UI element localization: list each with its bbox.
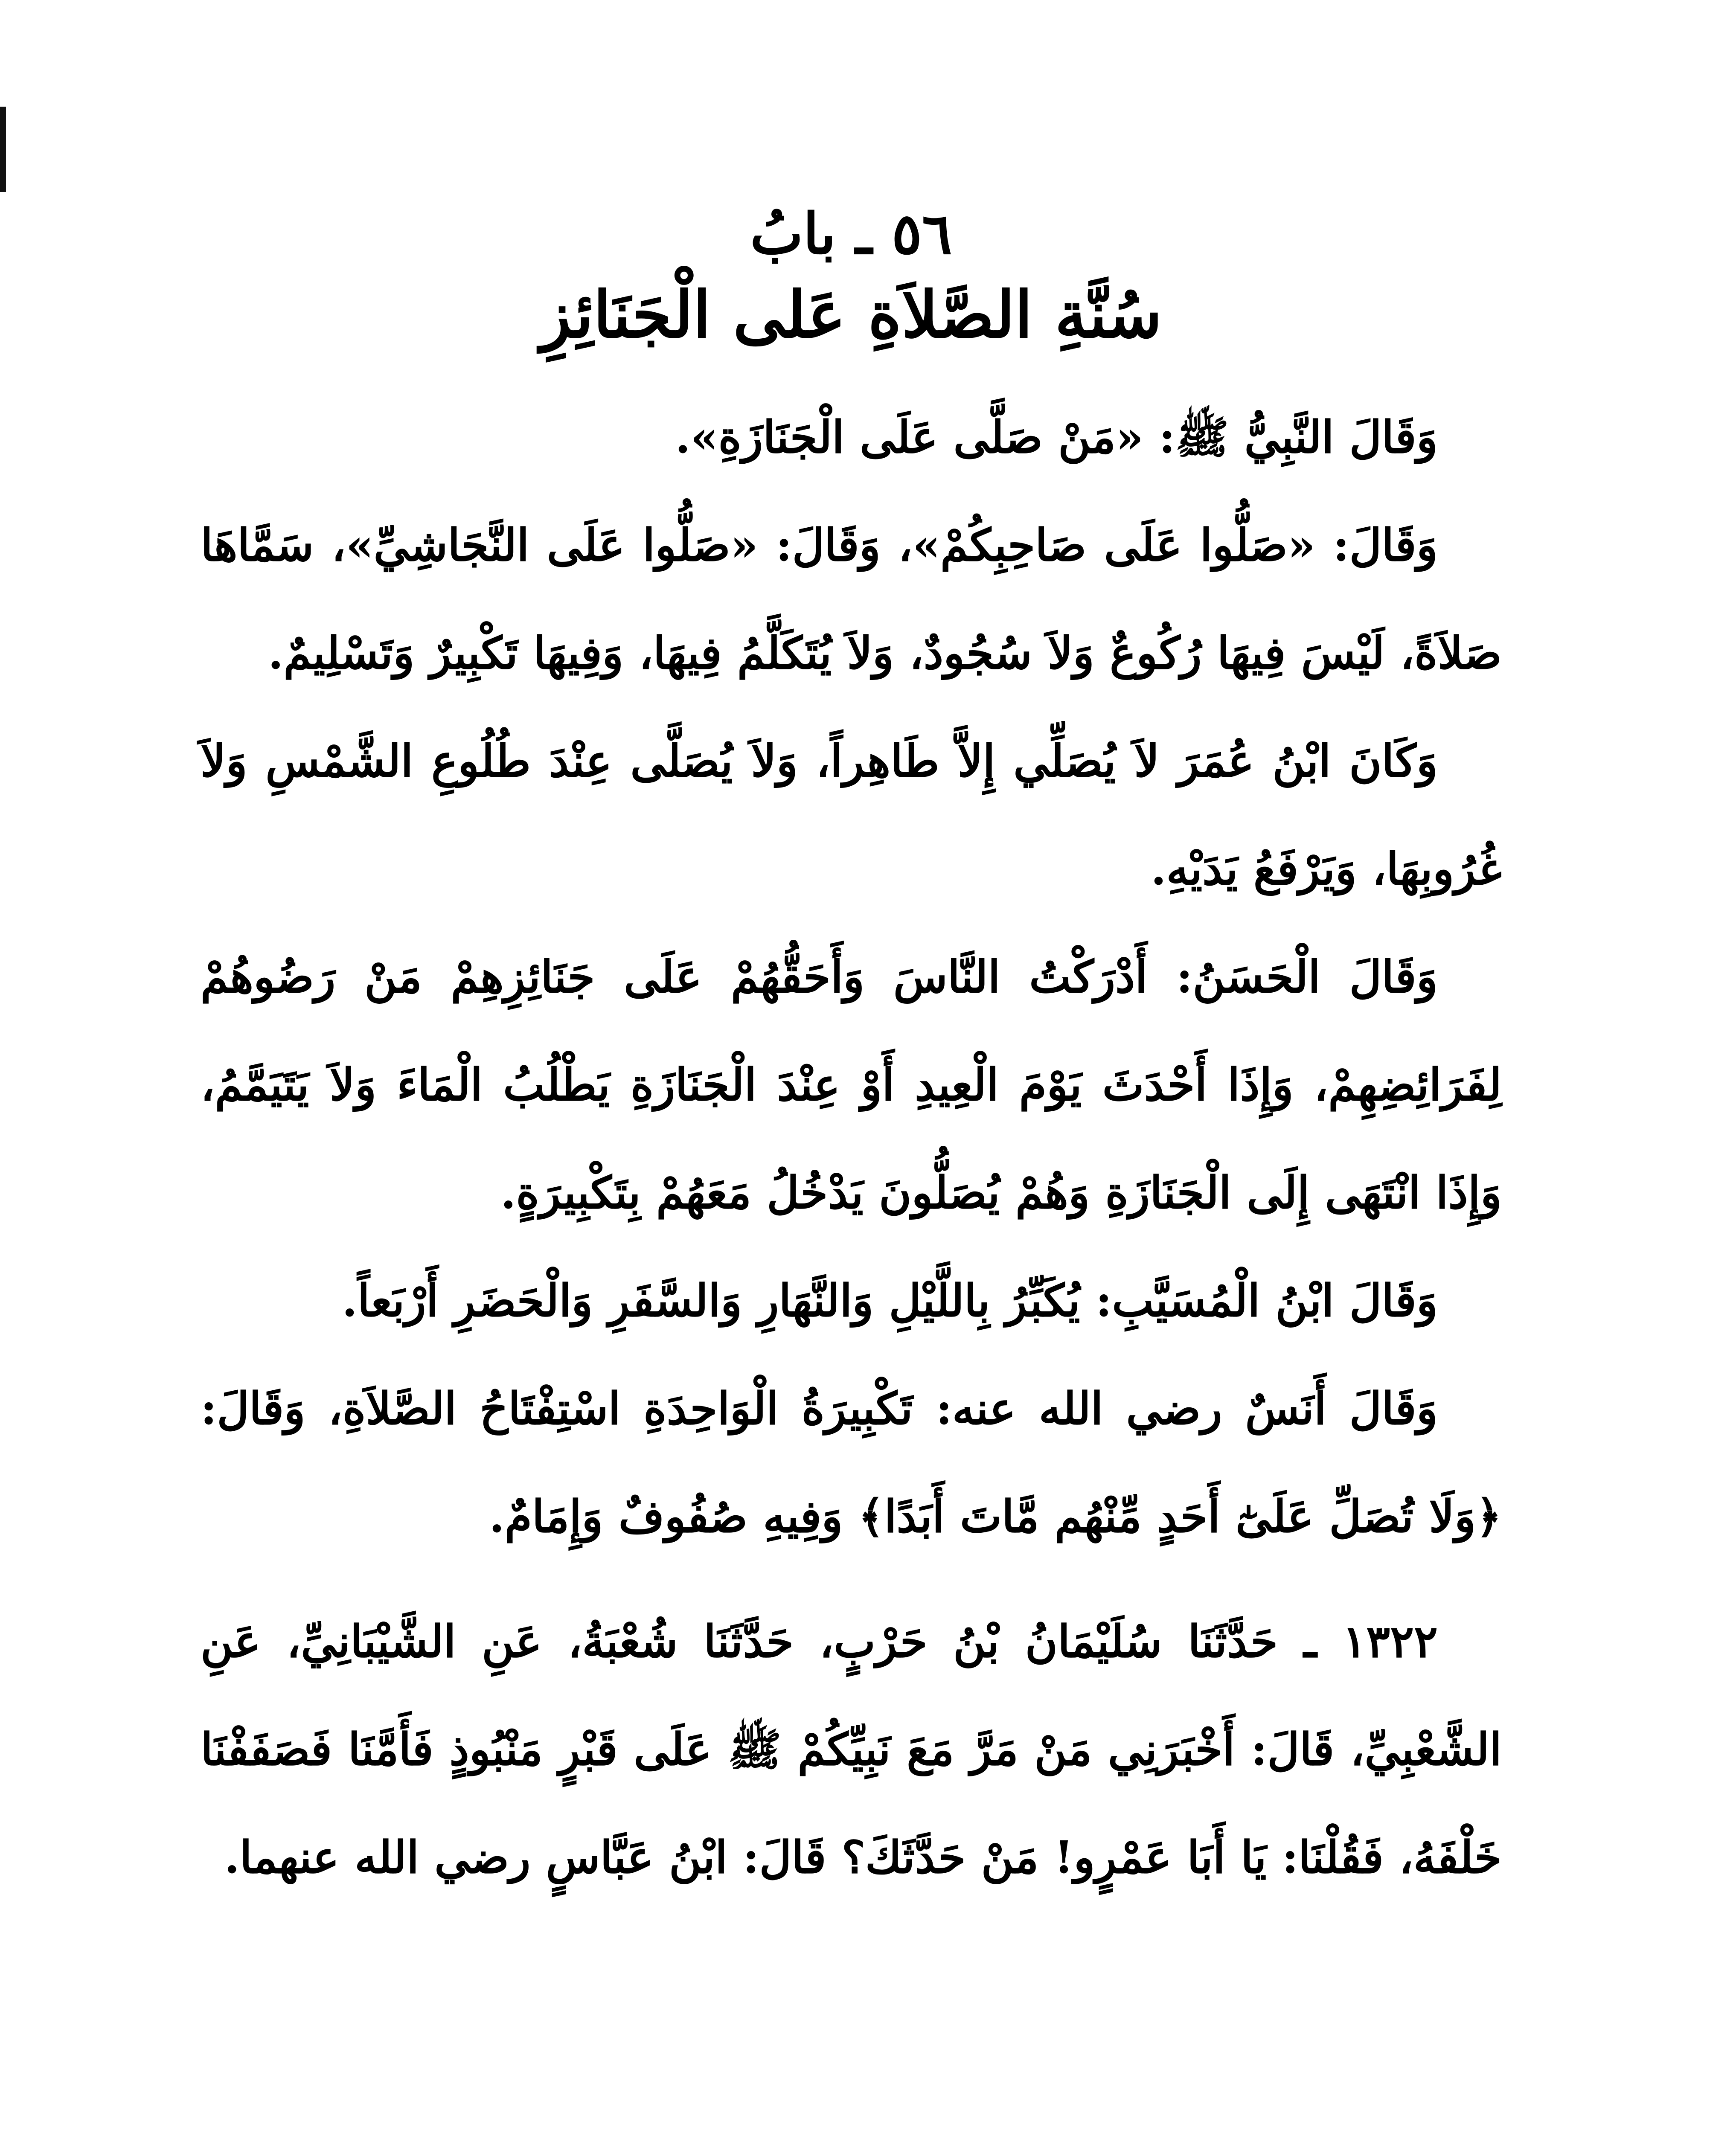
chapter-title: سُنَّةِ الصَّلاَةِ عَلى الْجَنَائِزِ [540,277,1162,353]
scan-edge-mark [0,107,6,192]
paragraph-anas: وَقَالَ أَنَسٌ رضي الله عنه: تَكْبِيرَةُ الْوَاحِدَةِ اسْتِفْتَاحُ الصَّلاَةِ، وَقَالَ: ﴿وَلَا تُصَلِّ عَلَىٰٓ أَحَدٍ مِّنْهُم مَّاتَ أَبَدًا﴾ وَفِيهِ صُفُوفٌ وَإِمَامٌ. [201,1382,1502,1543]
page-body [201,201,1502,1911]
paragraph-ibn-umar: وَكَانَ ابْنُ عُمَرَ لاَ يُصَلِّي إِلاَّ طَاهِراً، وَلاَ يُصَلَّى عِنْدَ طُلُوعِ الشَّمْسِ وَلاَ غُرُوبِهَا، وَيَرْفَعُ يَدَيْهِ. [201,735,1502,895]
paragraph-prophet-saying: وَقَالَ النَّبِيُّ ﷺ: «مَنْ صَلَّى عَلَى الْجَنَازَةِ». [675,411,1438,464]
paragraph-pray-for-companion: وَقَالَ: «صَلُّوا عَلَى صَاحِبِكُمْ»، وَقَالَ: «صَلُّوا عَلَى النَّجَاشِيِّ»، سَمَّاهَا صَلاَةً، لَيْسَ فِيهَا رُكُوعٌ وَلاَ سُجُودٌ، وَلاَ يُتَكَلَّمُ فِيهَا، وَفِيهَا تَكْبِيرٌ وَتَسْلِيمٌ. [201,519,1502,680]
paragraph-al-hasan: وَقَالَ الْحَسَنُ: أَدْرَكْتُ النَّاسَ وَأَحَقُّهُمْ عَلَى جَنَائِزِهِمْ مَنْ رَضُوهُمْ لِفَرَائِضِهِمْ، وَإِذَا أَحْدَثَ يَوْمَ الْعِيدِ أَوْ عِنْدَ الْجَنَازَةِ يَطْلُبُ الْمَاءَ وَلاَ يَتَيَمَّمُ، وَإِذَا انْتَهَى إِلَى الْجَنَازَةِ وَهُمْ يُصَلُّونَ يَدْخُلُ مَعَهُمْ بِتَكْبِيرَةٍ. [201,950,1502,1219]
hadith-1322: ١٣٢٢ ـ حَدَّثَنَا سُلَيْمَانُ بْنُ حَرْبٍ، حَدَّثَنَا شُعْبَةُ، عَنِ الشَّيْبَانِيِّ، عَنِ الشَّعْبِيِّ، قَالَ: أَخْبَرَنِي مَنْ مَرَّ مَعَ نَبِيِّكُمْ ﷺ عَلَى قَبْرٍ مَنْبُوذٍ فَأَمَّنَا فَصَفَفْنَا خَلْفَهُ، فَقُلْنَا: يَا أَبَا عَمْرٍو! مَنْ حَدَّثَكَ؟ قَالَ: ابْنُ عَبَّاسٍ رضي الله عنهما. [201,1615,1502,1884]
paragraph-ibn-al-musayyib: وَقَالَ ابْنُ الْمُسَيَّبِ: يُكَبِّرُ بِاللَّيْلِ وَالنَّهَارِ وَالسَّفَرِ وَالْحَضَرِ أَرْبَعاً. [342,1274,1438,1327]
chapter-number: ٥٦ ـ بابُ [750,201,952,267]
